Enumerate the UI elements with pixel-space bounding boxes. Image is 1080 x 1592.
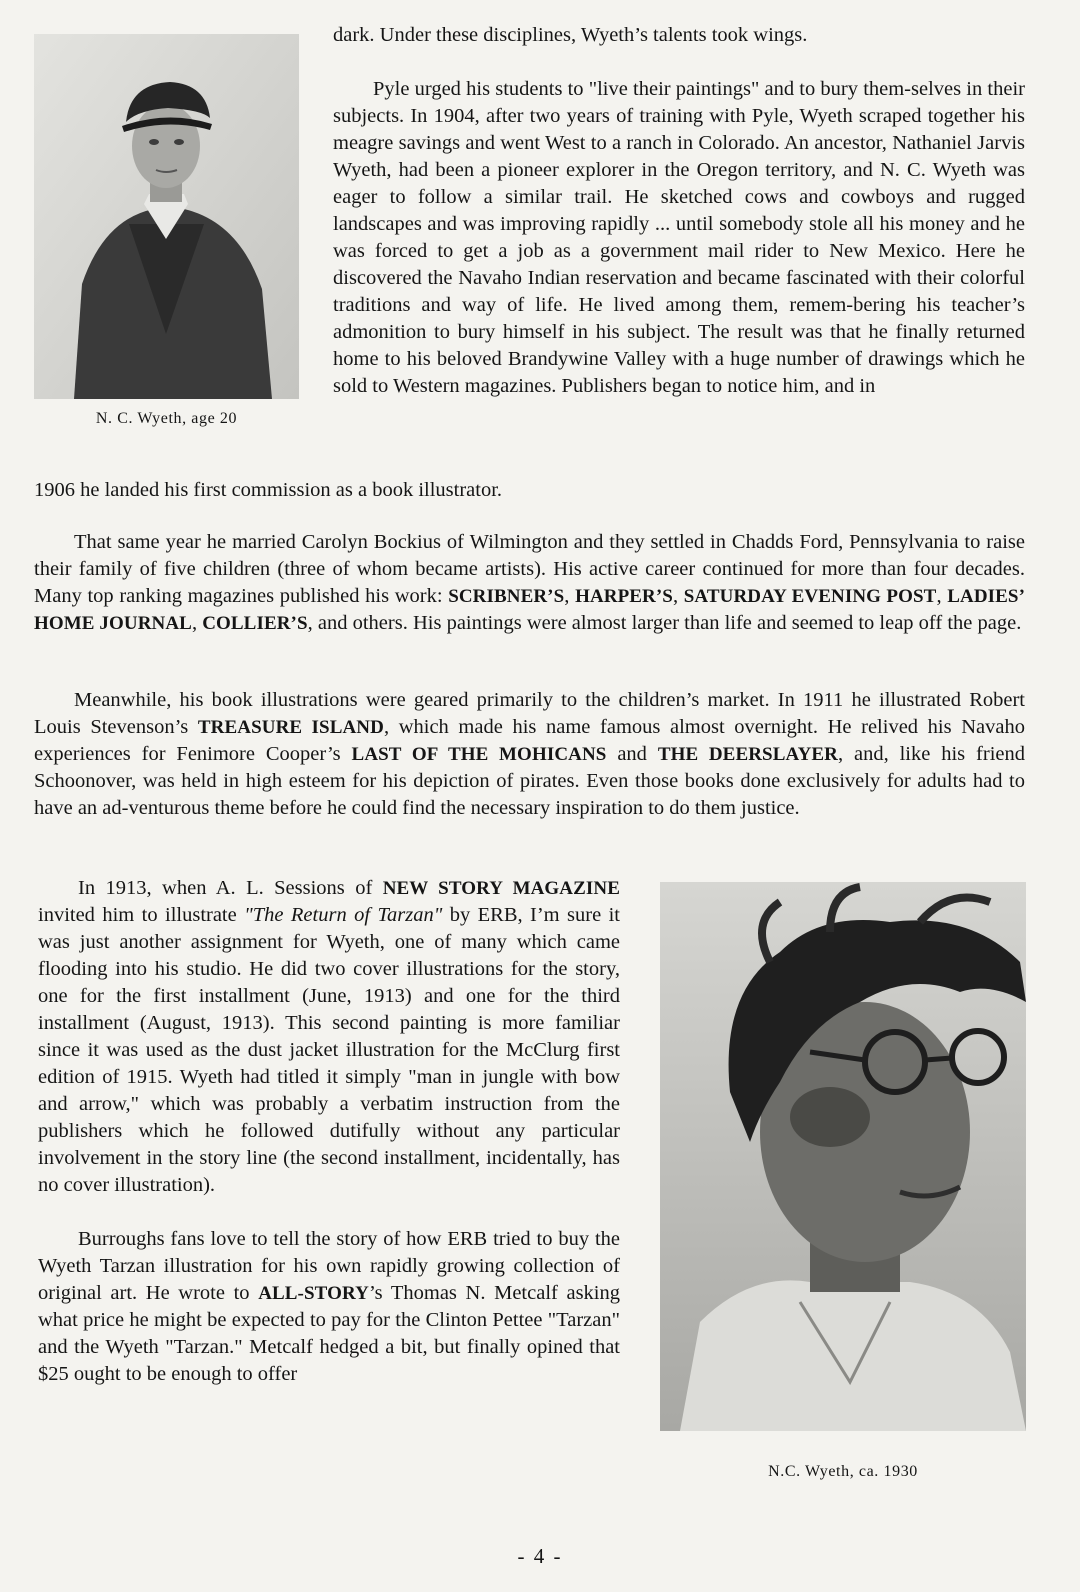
magazine-title: SATURDAY EVENING POST <box>683 586 937 607</box>
text-run: , and, like his friend Schoonover, was held in high esteem for his depiction of pirates. Even those books done exclusively for adults had to have an ad-venturous theme before he could find the necessary inspiration to do them justice. <box>34 743 1025 819</box>
text-run: Burroughs fans love to tell the story of how ERB tried to buy the Wyeth Tarzan illustration for his own rapidly growing collection of original art. He wrote to <box>38 1228 620 1304</box>
photo-caption-1930: N.C. Wyeth, ca. 1930 <box>768 1463 918 1480</box>
book-title: LAST OF THE MOHICANS <box>351 744 607 765</box>
text-run: and <box>606 743 658 765</box>
text-run: , which made his name famous almost overnight. He relived his Navaho experiences for Fenimore Cooper’s <box>34 716 1025 765</box>
text-run: In 1913, when A. L. Sessions of <box>78 877 383 899</box>
page-number: - 4 - <box>517 1544 563 1568</box>
text-run: , <box>936 585 948 607</box>
left-text-column <box>38 875 620 1388</box>
magazine-title: COLLIER’S <box>202 613 308 634</box>
paragraph-burroughs-fans <box>38 1226 620 1388</box>
text-run: , <box>672 585 684 607</box>
paragraph-pyle: Pyle urged his students to "live their paintings" and to bury them-selves in their subjects. In 1904, after two years of training with Pyle, Wyeth scraped together his meagre savings and went West to a ranch in Colorado. An ancestor, Nathaniel Jarvis Wyeth, had been a pioneer explorer in the Oregon territory, and N. C. Wyeth was eager to follow a similar trail. He sketched cows and cowboys and rugged landscapes and was improving rapidly ... until somebody stole all his money and he was forced to get a job as a government mail rider to New Mexico. Here he discovered the Navaho Indian reservation and became fascinated with their colorful traditions and way of life. He lived among them, remem-bering his teacher’s admonition to bury himself in his subject. The result was that he finally returned home to his beloved Brandywine Valley with a huge number of drawings which he sold to Western magazines. Publishers began to notice him, and in <box>333 78 1025 397</box>
text-run: Meanwhile, his book illustrations were geared primarily to the children’s market. In 1911 he illustrated Robert Louis Stevenson’s <box>34 689 1025 738</box>
portrait-photo-young-wyeth <box>34 34 299 399</box>
magazine-title: SCRIBNER’S <box>448 586 565 607</box>
text-run: by ERB, I’m sure it was just another assignment for Wyeth, one of many which came flooding into his studio. He did two cover illustrations for the story, one for the first installment (June, 1913) and one for the third installment (August, 1913). This second painting is more familiar since it was used as the dust jacket illustration for the McClurg first edition of 1915. Wyeth had titled it simply "man in jungle with bow and arrow," which was probably a verbatim instruction from the publishers which he followed dutifully without any particular involvement in the story line (the second installment, incidentally, has no cover illustration). <box>38 904 620 1196</box>
book-title: TREASURE ISLAND <box>197 717 384 738</box>
portrait-photo-older-wyeth <box>660 882 1026 1431</box>
text-run: , <box>191 612 203 634</box>
right-text-column <box>333 22 1025 400</box>
text-run: , <box>564 585 576 607</box>
paragraph-book-illustrations <box>34 687 1025 822</box>
portrait-young-image <box>34 34 299 399</box>
text-run: , and others. His paintings were almost larger than life and seemed to leap off the page. <box>307 612 1022 634</box>
portrait-older-image <box>660 882 1026 1431</box>
paragraph-continuation: dark. Under these disciplines, Wyeth’s talents took wings. <box>333 24 808 46</box>
magazine-title: ALL-STORY <box>258 1283 369 1304</box>
text-run: invited him to illustrate <box>38 904 245 926</box>
paragraph-1913-commission <box>38 875 620 1199</box>
text-run: That same year he married Carolyn Bockius of Wilmington and they settled in Chadds Ford, Pennsylvania to raise their family of five children (three of whom became artists). His active career continued for more than four decades. Many top ranking magazines published his work: <box>34 531 1025 607</box>
paragraph-marriage <box>34 529 1025 637</box>
text-run: ’s Thomas N. Metcalf asking what price he might be expected to pay for the Clinton Pettee "Tarzan" and the Wyeth "Tarzan." Metcalf hedged a bit, but finally opined that $25 ought to be enough to offer <box>38 1282 620 1385</box>
book-title: THE DEERSLAYER <box>657 744 838 765</box>
magazine-title: NEW STORY MAGAZINE <box>382 878 620 899</box>
story-title: "The Return of Tarzan" <box>244 904 443 926</box>
magazine-title: LADIES’ HOME JOURNAL <box>34 586 1025 634</box>
photo-caption-age-20: N. C. Wyeth, age 20 <box>95 410 238 427</box>
magazine-title: HARPER’S <box>575 586 673 607</box>
paragraph-pyle-last-line: 1906 he landed his first commission as a book illustrator. <box>34 479 503 501</box>
